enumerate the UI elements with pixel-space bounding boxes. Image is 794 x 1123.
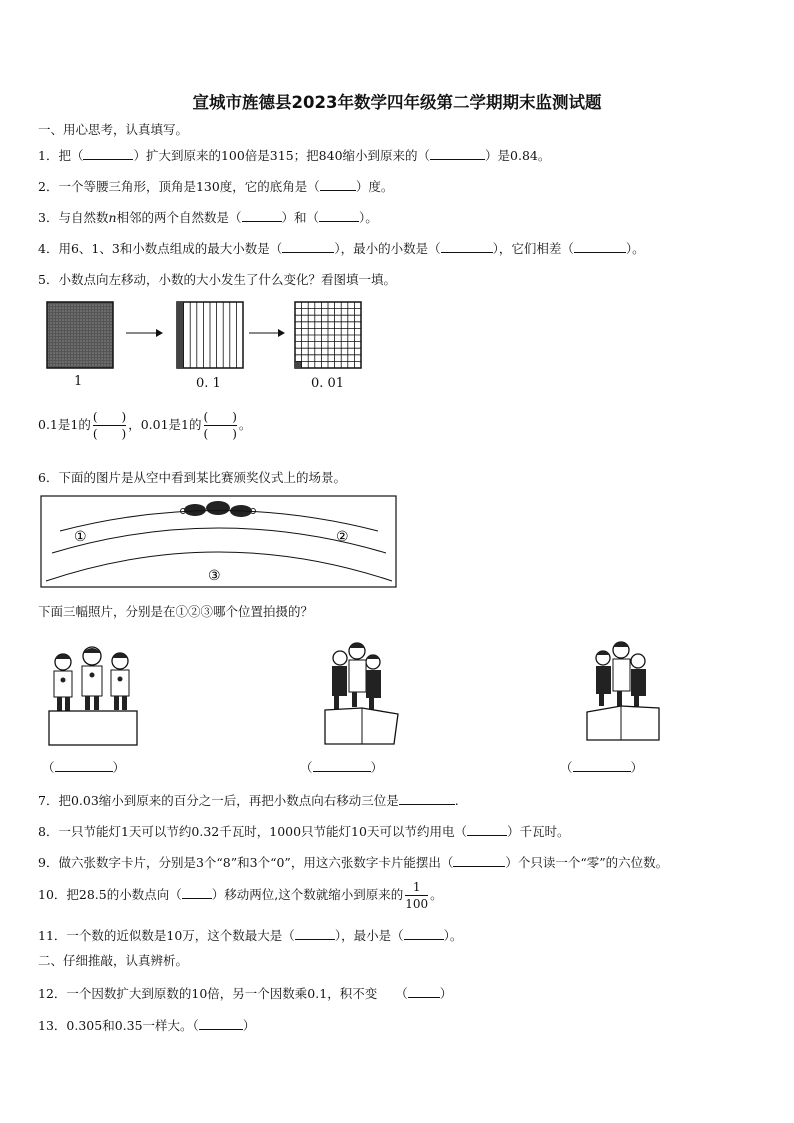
q10-text-b: ）移动两位,这个数就缩小到原来的 <box>211 887 404 902</box>
q4-blank-3[interactable] <box>574 240 626 253</box>
q11-text-b: ），最小是（ <box>334 928 404 943</box>
q1-text-c: ）是0.84。 <box>485 148 551 163</box>
q8-blank[interactable] <box>467 823 507 836</box>
arrow-icon <box>249 329 285 337</box>
q6-ask: 下面三幅照片，分别是在①②③哪个位置拍摄的？ <box>38 604 314 619</box>
q3-blank-2[interactable] <box>319 209 359 222</box>
q4-text-b: ），最小的小数是（ <box>334 241 441 256</box>
section-2-heading: 二、仔细推敲，认真辨析。 <box>38 953 189 968</box>
question-5: 5．小数点向左移动，小数的大小发生了什么变化？看图填一填。 <box>38 272 396 287</box>
q3-text-d: ）。 <box>359 210 378 225</box>
q10-text-c: 。 <box>430 887 443 902</box>
position-3-marker: ③ <box>208 568 221 584</box>
page-title: 宣城市旌德县2023年数学四年级第二学期期末监测试题 <box>192 93 602 112</box>
q12-text-a: 12．一个因数扩大到原数的10倍，另一个因数乘0.1，积不变 <box>38 986 378 1001</box>
q8-text-b: ）千瓦时。 <box>506 824 570 839</box>
podium-box <box>49 711 137 745</box>
hundredths-square <box>295 302 361 368</box>
q11-blank-2[interactable] <box>404 927 444 940</box>
q10-blank[interactable] <box>182 886 212 899</box>
question-2 <box>38 178 393 195</box>
photo-3-blank[interactable] <box>573 759 631 772</box>
question-4 <box>38 240 645 257</box>
q2-blank[interactable] <box>320 178 356 191</box>
q5-fill-text-b: ，0.01是1的 <box>128 417 202 432</box>
position-2-marker: ② <box>336 529 349 545</box>
question-9 <box>38 854 668 871</box>
q3-variable: n <box>108 210 117 225</box>
q1-text-a: 1．把（ <box>38 148 84 163</box>
q1-blank-1[interactable] <box>83 147 133 160</box>
position-1-marker: ① <box>74 529 87 545</box>
photo-2-figure <box>322 638 400 748</box>
photo-3-answer: （ ） <box>560 760 644 775</box>
q5-fill-text-a: 0.1是1的 <box>38 417 91 432</box>
question-7 <box>38 792 459 809</box>
q8-text-a: 8．一只节能灯1天可以节约0.32千瓦时，1000只节能灯10天可以节约用电（ <box>38 824 467 839</box>
label-one: 1 <box>74 374 83 389</box>
q1-text-b: ）扩大到原来的100倍是315；把840缩小到原来的（ <box>133 148 431 163</box>
photo-2-answer: （ ） <box>300 760 384 775</box>
q10-text-a: 10．把28.5的小数点向（ <box>38 887 182 902</box>
question-11 <box>38 927 462 944</box>
q7-text-a: 7．把0.03缩小到原来的百分之一后，再把小数点向右移动三位是 <box>38 793 399 808</box>
photo-1-blank[interactable] <box>55 759 113 772</box>
q7-blank[interactable] <box>399 792 455 805</box>
q11-text-a: 11．一个数的近似数是10万，这个数最大是（ <box>38 928 295 943</box>
q4-text-a: 4．用6、1、3和小数点组成的最大小数是（ <box>38 241 283 256</box>
q3-text-c: ）和（ <box>281 210 320 225</box>
q3-text-a: 3．与自然数 <box>38 210 109 225</box>
q13-text-a: 13．0.305和0.35一样大。（ <box>38 1018 199 1033</box>
q5-fraction-2[interactable]: $\frac{( )}{( )}$ <box>203 410 237 441</box>
question-6: 6．下面的图片是从空中看到某比赛颁奖仪式上的场景。 <box>38 470 346 485</box>
decimal-grid-figure <box>44 298 364 374</box>
label-tenth: 0. 1 <box>196 376 221 391</box>
q9-text-b: ）个只读一个“零”的六位数。 <box>505 855 669 870</box>
q13-blank[interactable] <box>199 1017 243 1030</box>
podium-box <box>587 706 659 740</box>
q7-text-b: . <box>454 793 459 808</box>
q5-fraction-1[interactable]: $\frac{( )}{( )}$ <box>92 410 127 441</box>
q2-text-b: ）度。 <box>355 179 394 194</box>
q5-fill <box>38 410 251 441</box>
question-13: 13．0.305和0.35一样大。（ ） <box>38 1018 256 1033</box>
section-1-heading: 一、用心思考，认真填写。 <box>38 122 189 137</box>
photo-3-figure <box>583 636 661 746</box>
q11-text-c: ）。 <box>443 928 463 943</box>
question-12: 12．一个因数扩大到原数的10倍，另一个因数乘0.1，积不变 （ ） <box>38 986 453 1001</box>
question-10 <box>38 880 443 911</box>
q11-blank-1[interactable] <box>295 927 335 940</box>
q12-blank[interactable] <box>408 985 440 998</box>
photo-1-figure <box>46 640 140 748</box>
whole-square <box>47 302 113 368</box>
q3-text-b: 相邻的两个自然数是（ <box>116 210 242 225</box>
ceremony-overhead-figure <box>40 495 398 589</box>
q9-blank[interactable] <box>453 854 505 867</box>
photo-1-answer: （ ） <box>42 760 126 775</box>
q3-blank-1[interactable] <box>242 209 282 222</box>
arrow-icon <box>126 329 163 337</box>
q4-blank-2[interactable] <box>441 240 493 253</box>
q1-blank-2[interactable] <box>430 147 485 160</box>
q4-text-d: ）。 <box>625 241 645 256</box>
q2-text-a: 2．一个等腰三角形，顶角是130度，它的底角是（ <box>38 179 320 194</box>
question-1 <box>38 147 550 164</box>
question-8 <box>38 823 569 840</box>
q4-text-c: ），它们相差（ <box>492 241 574 256</box>
q5-fill-text-c: 。 <box>238 417 252 432</box>
label-hundredth: 0. 01 <box>311 376 345 391</box>
photo-2-blank[interactable] <box>313 759 371 772</box>
tenths-square <box>177 302 243 368</box>
q4-blank-1[interactable] <box>282 240 334 253</box>
question-3 <box>38 209 378 226</box>
q9-text-a: 9．做六张数字卡片，分别是3个“8”和3个“0”，用这六张数字卡片能摆出（ <box>38 855 454 870</box>
q10-fraction: $\frac{1}{100}$ <box>405 880 429 911</box>
